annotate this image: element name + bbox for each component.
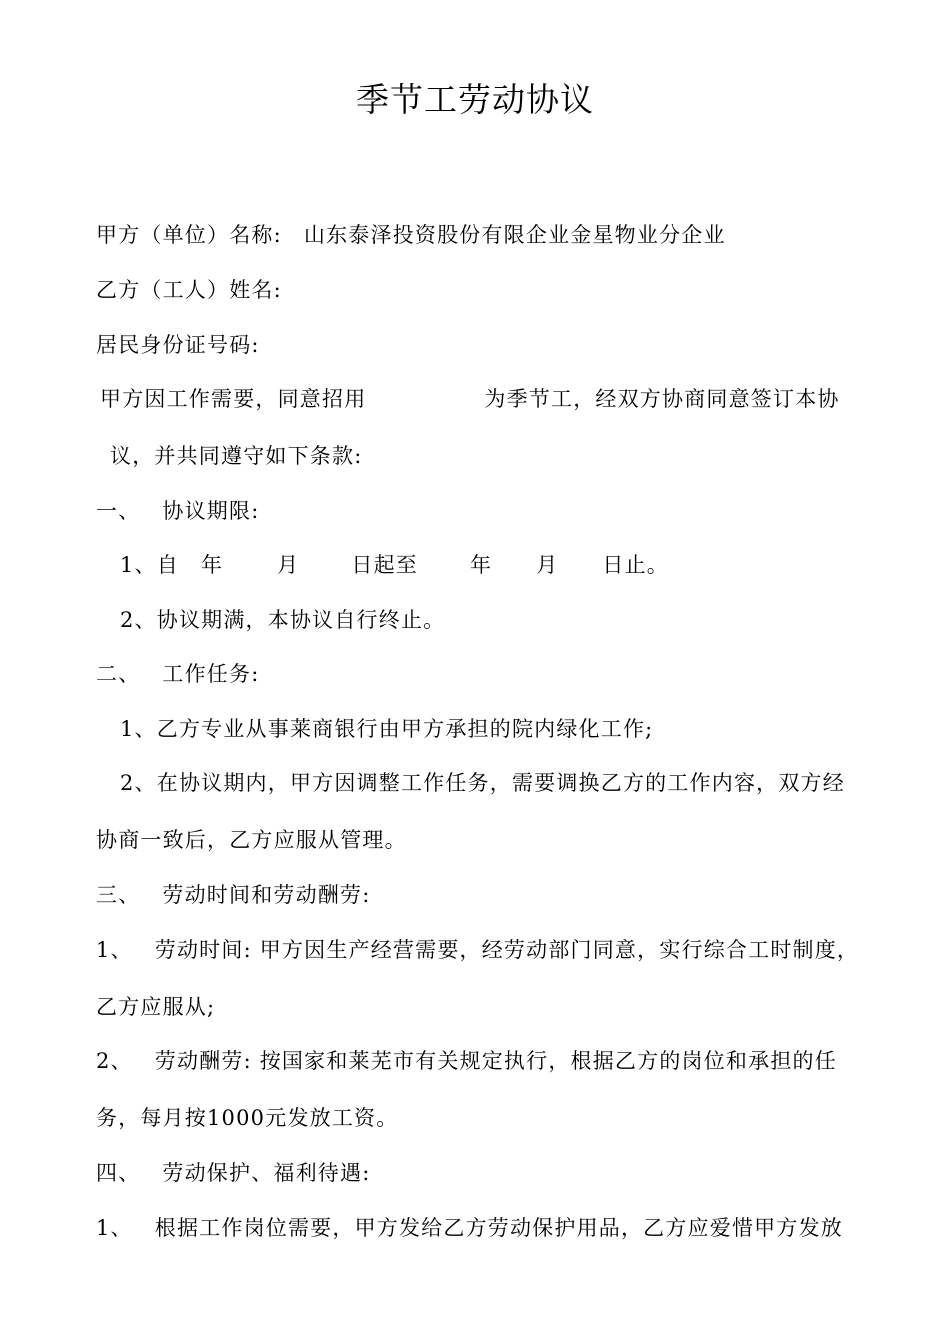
intro-text-part1: 甲方因工作需要，同意招用 xyxy=(100,387,367,411)
term-start-day: 日起至 xyxy=(351,553,418,577)
section-4-title: 劳动保护、福利待遇: xyxy=(162,1161,371,1185)
section-2-item-2: 2、在协议期内，甲方因调整工作任务，需要调换乙方的工作内容，双方经 xyxy=(120,771,845,795)
section-2-heading xyxy=(96,659,259,689)
party-b-label: 乙方（工人）姓名: xyxy=(96,278,282,302)
section-1-item-2: 2、协议期满，本协议自行终止。 xyxy=(120,608,446,632)
section-2-title: 工作任务: xyxy=(162,662,260,686)
party-a-label: 甲方（单位）名称: xyxy=(96,223,282,247)
intro-continuation: 议，并共同遵守如下条款: xyxy=(110,444,363,468)
section-2-number: 二、 xyxy=(96,662,141,686)
section-4-item-1-text: 根据工作岗位需要，甲方发给乙方劳动保护用品，乙方应爱惜甲方发放 xyxy=(154,1216,843,1240)
section-1-item-1 xyxy=(120,550,669,580)
id-number-line xyxy=(96,330,260,360)
section-3-number: 三、 xyxy=(96,883,141,907)
section-3-heading xyxy=(96,880,370,910)
id-number-label: 居民身份证号码: xyxy=(96,333,260,357)
term-end-day: 日止。 xyxy=(602,553,669,577)
term-start-year: 年 xyxy=(200,553,224,577)
section-3-item-1-number: 1、 xyxy=(96,938,133,962)
party-b-line xyxy=(96,275,282,305)
section-4-item-1-number: 1、 xyxy=(96,1216,133,1240)
party-a-value: 山东泰泽投资股份有限企业金星物业分企业 xyxy=(303,223,726,247)
section-1-number: 一、 xyxy=(96,499,141,523)
term-end-month: 月 xyxy=(536,553,559,577)
section-1-title: 协议期限: xyxy=(162,499,260,523)
section-3-item-2-number: 2、 xyxy=(96,1049,133,1073)
section-3-title: 劳动时间和劳动酬劳: xyxy=(162,883,371,907)
section-4-item-1 xyxy=(96,1213,843,1243)
section-3-item-2-text: 劳动酬劳: 按国家和莱芜市有关规定执行，根据乙方的岗位和承担的任 xyxy=(154,1049,837,1073)
section-3-item-2 xyxy=(96,1046,837,1076)
section-3-item-1 xyxy=(96,935,859,965)
term-start-prefix: 1、自 xyxy=(120,553,179,577)
section-1-heading xyxy=(96,496,259,526)
term-start-month: 月 xyxy=(277,553,300,577)
intro-text-part2: 为季节工，经双方协商同意签订本协 xyxy=(484,387,840,411)
section-3-item-1-text: 劳动时间: 甲方因生产经营需要，经劳动部门同意，实行综合工时制度， xyxy=(154,938,860,962)
section-2-item-1: 1、乙方专业从事莱商银行由甲方承担的院内绿化工作; xyxy=(120,717,654,741)
term-end-year: 年 xyxy=(469,553,493,577)
section-4-number: 四、 xyxy=(96,1161,141,1185)
section-4-heading xyxy=(96,1158,370,1188)
section-2-item-2-continuation: 协商一致后，乙方应服从管理。 xyxy=(96,828,407,852)
party-a-line xyxy=(96,220,726,250)
section-3-item-1-continuation: 乙方应服从; xyxy=(96,995,216,1019)
section-3-item-2-continuation: 务，每月按1000元发放工资。 xyxy=(96,1106,399,1130)
document-title: 季节工劳动协议 xyxy=(356,80,594,119)
intro-line xyxy=(100,384,840,414)
